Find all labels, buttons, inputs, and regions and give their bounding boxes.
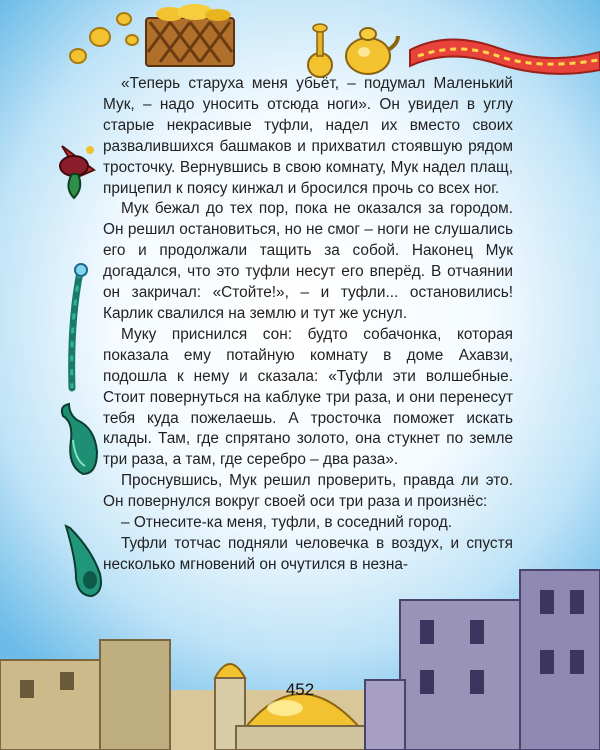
town-illustration — [0, 560, 600, 750]
coin-icon — [68, 46, 88, 66]
scarf-icon — [408, 22, 600, 82]
teapot-icon — [338, 18, 400, 76]
page-number: 452 — [285, 680, 315, 699]
paragraph: Проснувшись, Мук решил проверить, правда ли это. Он повернулся вокруг своей оси три раза и произнёс: — [103, 472, 513, 511]
coin-icon — [115, 10, 133, 28]
hookah-icon — [300, 20, 340, 80]
paragraph: Туфли тотчас подняли человечка в воздух, и спустя несколько мгновений он очутился в незна- — [103, 534, 513, 573]
magic-cane-icon — [58, 262, 98, 394]
treasure-chest-icon — [140, 0, 240, 68]
story-text — [103, 74, 513, 576]
paragraph: – Отнесите-ка меня, туфли, в соседний город. — [121, 514, 453, 532]
coin-icon — [124, 32, 140, 48]
coin-icon — [88, 25, 112, 49]
pouch-icon — [52, 140, 104, 202]
slipper-icon — [55, 400, 105, 478]
paragraph: Мук бежал до тех пор, пока не оказался за городом. Он решил остановиться, но не смог – ноги не слушались его и продолжали тащить за собой. Наконец Мук догадался, что это туфли несут его вперёд. В отчаянии он закричал: «Стойте!», – и туфли... остановились! Карлик свалился на землю и тут же уснул. — [103, 200, 513, 322]
paragraph: Муку приснился сон: будто собачонка, которая показала ему потайную комнату в доме Ахавзи, подошла к нему и сказала: «Туфли эти волшебные. Стоит повернуться на каблуке три раза, и они перенесут тебя куда пожелаешь. А тросточка поможет искать клады. Там, где спрятано золото, она стукнет по земле три раза, а там, где серебро – два раза». — [103, 325, 513, 469]
paragraph: «Теперь старуха меня убьёт, – подумал Маленький Мук, – надо уносить отсюда ноги». Он увидел в углу старые некрасивые туфли, надел их вместо своих развалившихся башмаков и прихватил стоявшую рядом тросточку. Вернувшись в свою комнату, Мук надел плащ, прицепил к поясу кинжал и бросился прочь со всех ног. — [103, 75, 513, 197]
